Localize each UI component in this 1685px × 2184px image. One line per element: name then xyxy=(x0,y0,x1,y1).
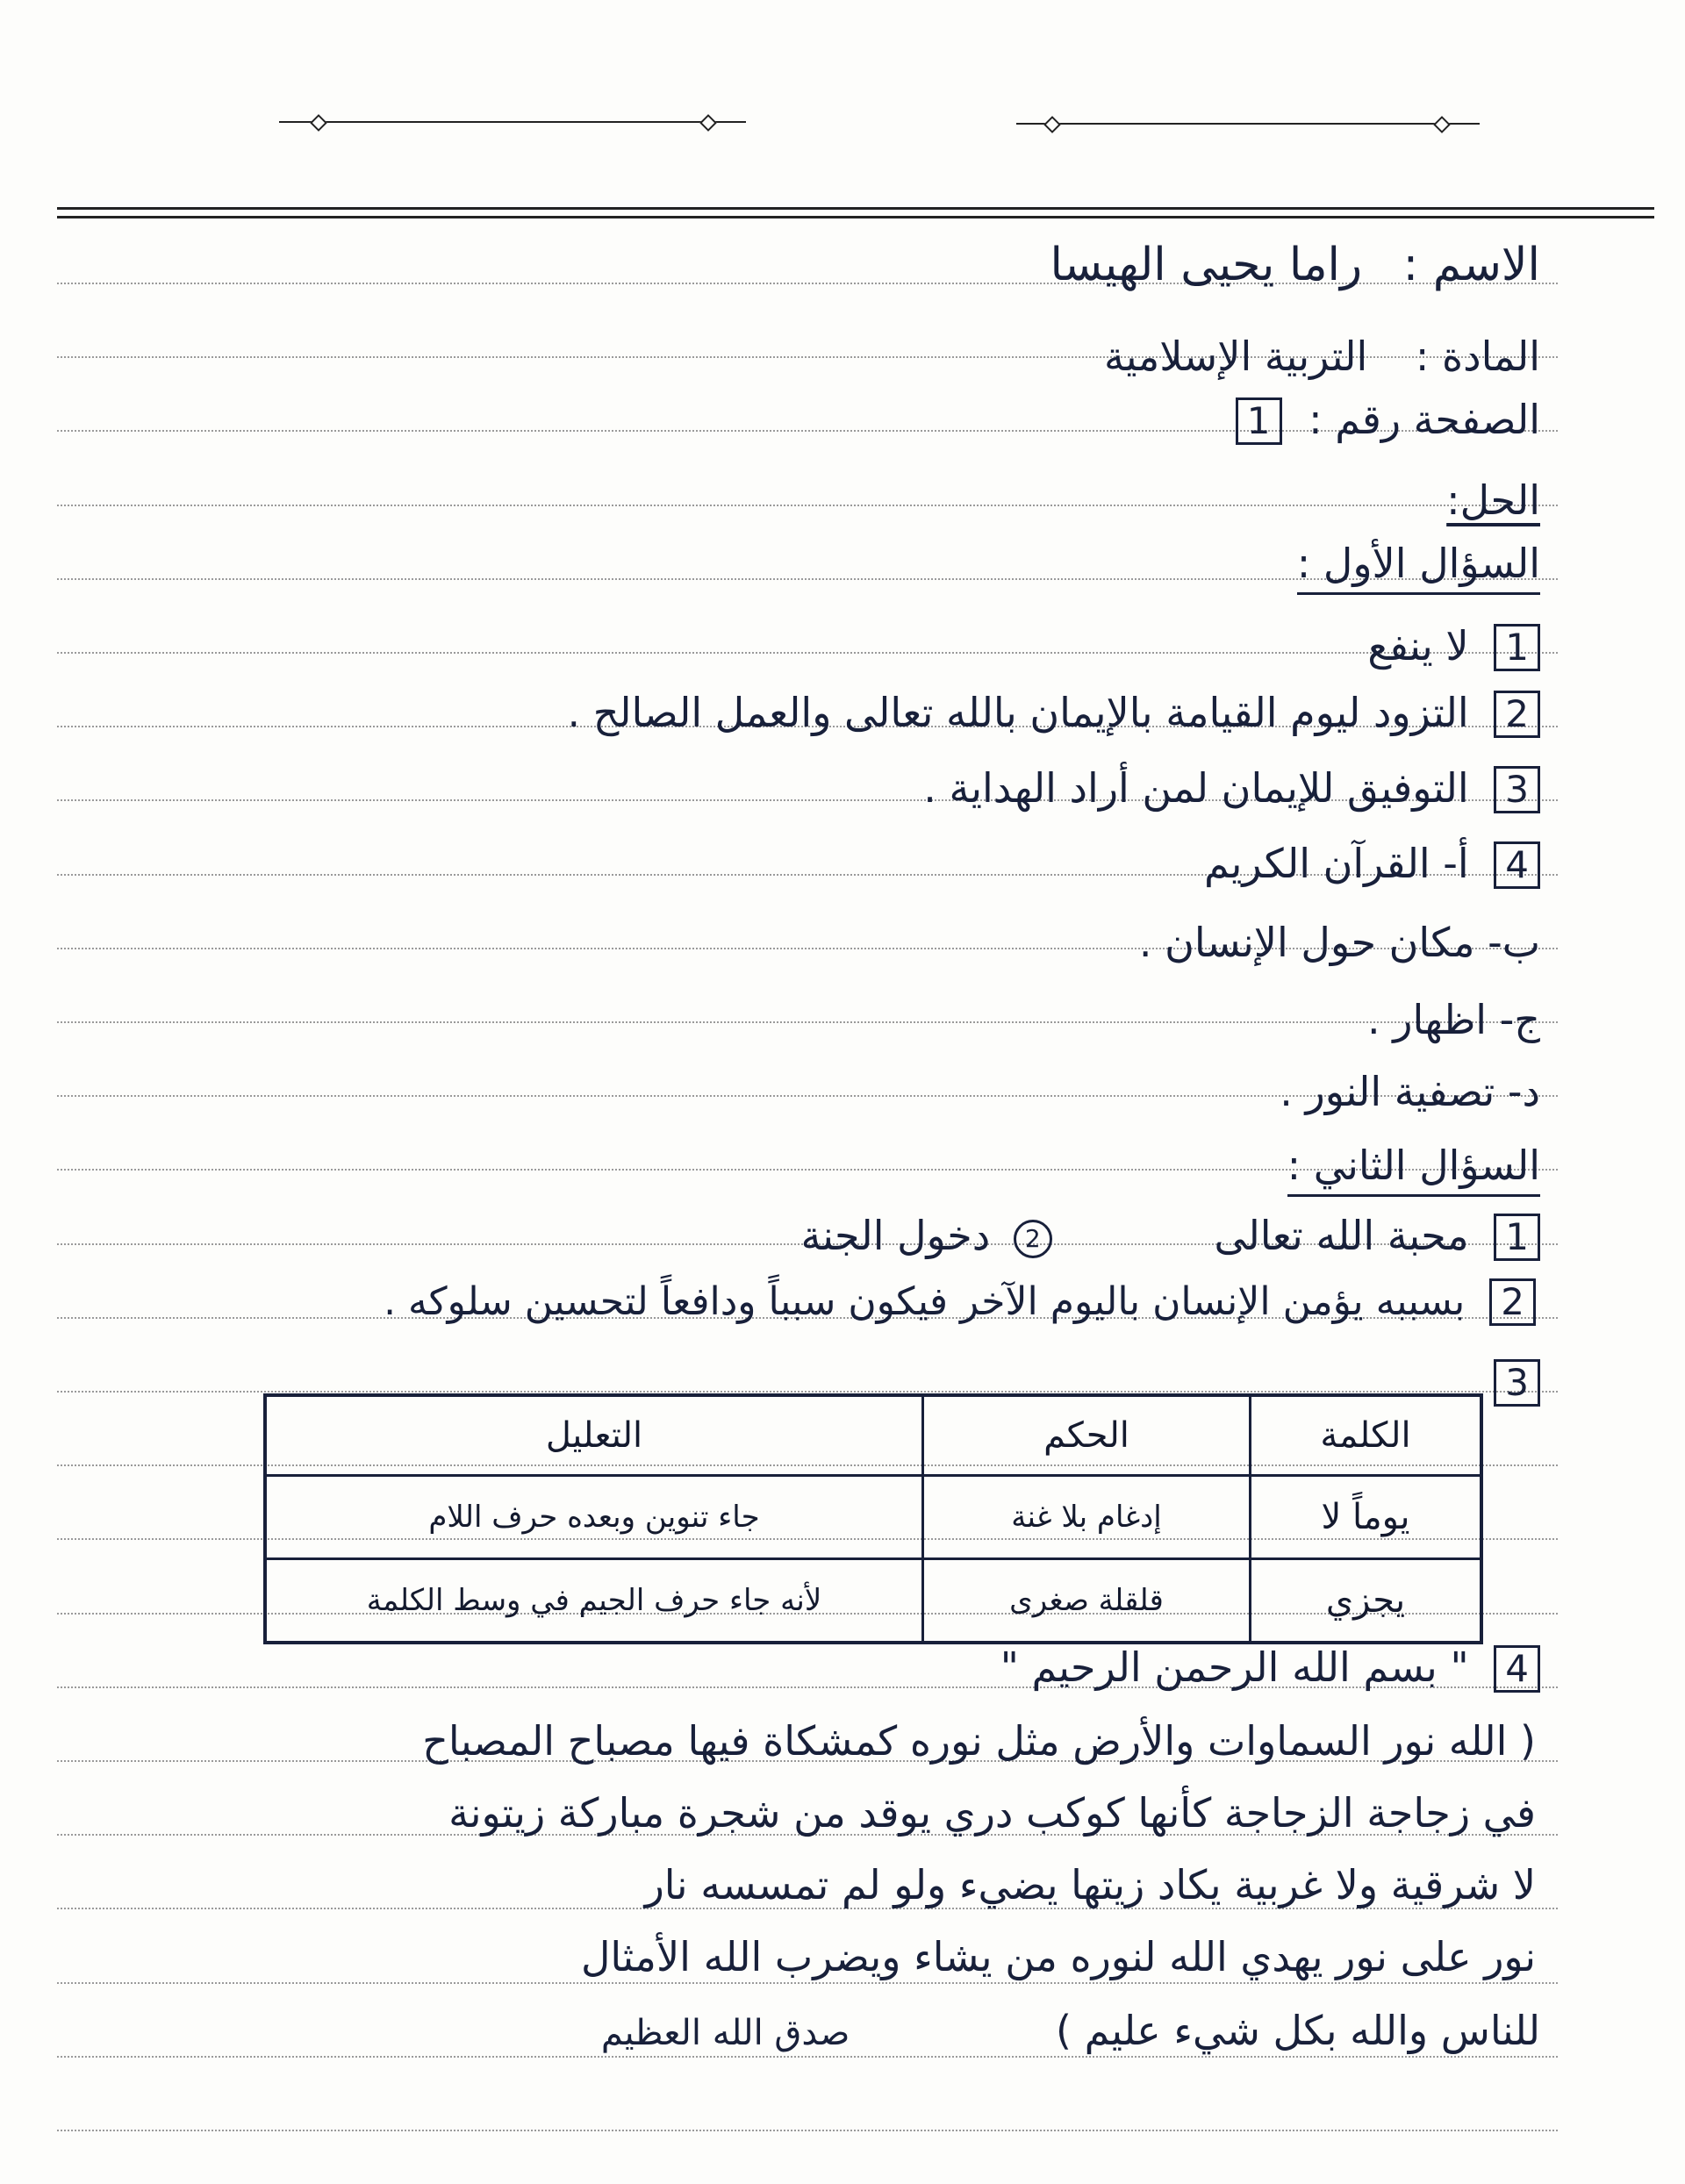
table-row xyxy=(265,1476,1481,1559)
ruled-line xyxy=(57,2130,1558,2131)
name-label: الاسم : xyxy=(1402,239,1540,291)
header-double-rule xyxy=(57,207,1654,210)
table-cell: يوماً لا xyxy=(1251,1476,1482,1559)
answer-number-box: 4 xyxy=(1494,841,1540,889)
answer-text: لا ينفع xyxy=(1367,622,1469,670)
basmala: " بسم الله الرحمن الرحيم " xyxy=(1000,1643,1469,1691)
answer-text: التوفيق للإيمان لمن أراد الهداية . xyxy=(923,764,1469,812)
sub-answer-text: ج- اظهار . xyxy=(1367,996,1540,1043)
q1-title: السؤال الأول : xyxy=(1297,540,1540,595)
table-cell: يجزي xyxy=(1251,1559,1482,1643)
table-cell: جاء تنوين وبعده حرف اللام xyxy=(265,1476,923,1559)
table-header: الكلمة xyxy=(1251,1395,1482,1476)
q2-answer-1 xyxy=(35,1209,1540,1262)
page-label: الصفحة رقم : xyxy=(1309,396,1540,443)
header-double-rule xyxy=(57,216,1654,218)
verse-last-line xyxy=(35,2004,1540,2059)
q1-sub-d xyxy=(35,1065,1540,1118)
answer-text-2: دخول الجنة xyxy=(800,1212,991,1259)
subject-line xyxy=(35,330,1540,383)
verse-line: نور على نور يهدي الله لنوره من يشاء ويضرب الله الأمثال xyxy=(580,1933,1536,1980)
rule-dot xyxy=(1043,116,1061,133)
q1-answer-3 xyxy=(35,762,1540,814)
verse-line: لا شرقية ولا غربية يكاد زيتها يضيء ولو لم تمسسه نار xyxy=(644,1861,1536,1908)
q1-answer-1 xyxy=(35,619,1540,672)
page-number-box: 1 xyxy=(1236,397,1282,445)
sub-answer-text: ب- مكان حول الإنسان . xyxy=(1138,919,1540,966)
page-number-line xyxy=(35,393,1540,446)
verse-line: ( الله نور السماوات والأرض مثل نوره كمشكاة فيها مصباح المصباح xyxy=(422,1717,1536,1765)
answer-number-box: 4 xyxy=(1494,1645,1540,1693)
answer-text: محبة الله تعالى xyxy=(1214,1212,1469,1259)
table-cell: قلقلة صغرى xyxy=(923,1559,1251,1643)
closing-text: صدق الله العظيم xyxy=(600,2013,850,2053)
subject-label: المادة : xyxy=(1415,333,1540,380)
answer-text: أ- القرآن الكريم xyxy=(1204,840,1469,887)
top-decorative-rule-right xyxy=(1016,123,1480,125)
q1-sub-c xyxy=(35,993,1540,1046)
table-cell: لأنه جاء حرف الجيم في وسط الكلمة xyxy=(265,1559,923,1643)
rule-dot xyxy=(310,114,327,132)
answer-number-box: 1 xyxy=(1494,1214,1540,1261)
top-decorative-rule-left xyxy=(279,121,746,123)
table-header: التعليل xyxy=(265,1395,923,1476)
rule-dot xyxy=(1433,116,1451,133)
answer-number-box: 3 xyxy=(1494,1359,1540,1407)
answer-number-box: 2 xyxy=(1489,1278,1536,1326)
sub-answer-text: د- تصفية النور . xyxy=(1280,1068,1540,1115)
verse-line: للناس والله بكل شيء عليم ) xyxy=(1056,2007,1540,2054)
table-row xyxy=(265,1559,1481,1643)
answer-number-box: 2 xyxy=(1494,691,1540,738)
q2-title: السؤال الثاني : xyxy=(1287,1142,1540,1197)
answer-number-box: 1 xyxy=(1494,624,1540,671)
rule-dot xyxy=(699,114,717,132)
answer-text: التزود ليوم القيامة بالإيمان بالله تعالى والعمل الصالح . xyxy=(567,689,1469,736)
q2-answer-2 xyxy=(18,1276,1536,1328)
q1-answer-4 xyxy=(35,837,1540,890)
verse-line: في زجاجة الزجاجة كأنها كوكب دري يوقد من شجرة مباركة زيتونة xyxy=(448,1789,1536,1837)
answer-number-box: 3 xyxy=(1494,766,1540,813)
name-value: راما يحيى الهيسا xyxy=(1050,239,1363,291)
solution-line xyxy=(35,474,1540,526)
circled-number: 2 xyxy=(1014,1220,1052,1258)
tajweed-table xyxy=(263,1393,1483,1644)
name-line xyxy=(35,239,1540,291)
q1-sub-b xyxy=(35,916,1540,969)
subject-value: التربية الإسلامية xyxy=(1104,333,1368,380)
table-cell: إدغام بلا غنة xyxy=(923,1476,1251,1559)
q2-answer-4 xyxy=(35,1641,1540,1693)
q2-title-line xyxy=(35,1139,1540,1192)
q1-answer-2 xyxy=(35,686,1540,739)
table-header: الحكم xyxy=(923,1395,1251,1476)
table-header-row xyxy=(265,1395,1481,1476)
q1-title-line xyxy=(35,537,1540,590)
solution-label: الحل: xyxy=(1446,476,1540,524)
answer-text: بسببه يؤمن الإنسان باليوم الآخر فيكون سبباً ودافعاً لتحسين سلوكه . xyxy=(384,1279,1466,1324)
